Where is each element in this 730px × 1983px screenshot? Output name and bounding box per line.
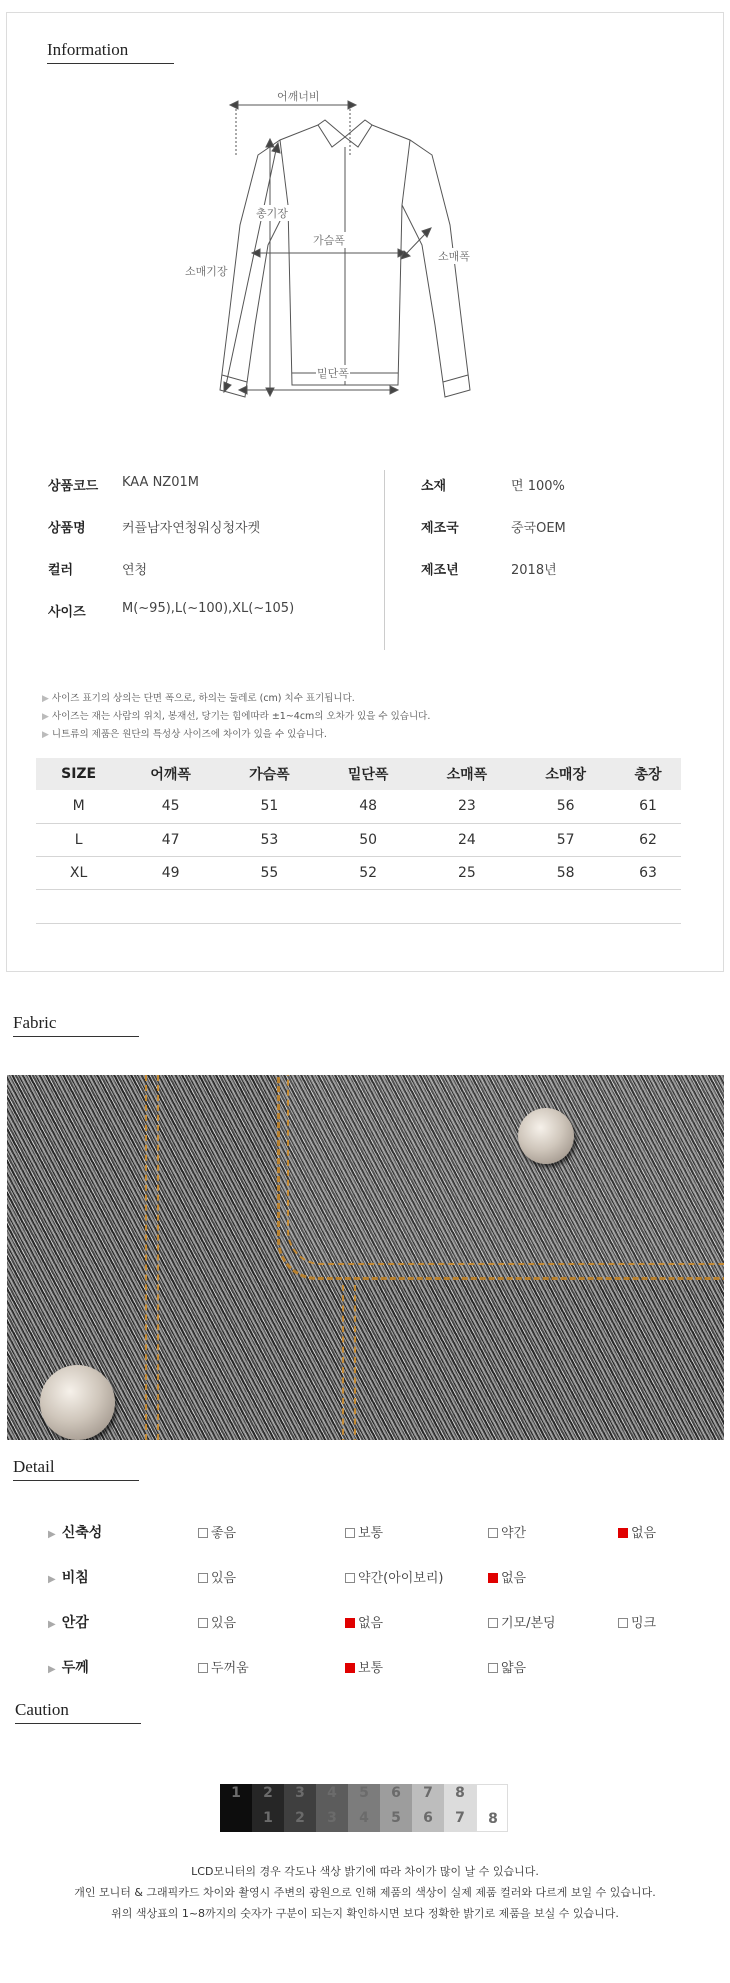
detail-option-text: 없음 xyxy=(358,1616,384,1631)
seam-stitch xyxy=(354,1285,356,1440)
detail-option-text: 약간 xyxy=(501,1526,527,1541)
triangle-bullet-icon: ▶ xyxy=(42,730,49,740)
checkbox-checked-icon[interactable] xyxy=(345,1663,355,1673)
detail-option-text: 좋음 xyxy=(211,1526,237,1541)
size-table-cell: 57 xyxy=(516,823,615,856)
detail-option[interactable] xyxy=(618,1612,656,1631)
caution-title-rule xyxy=(15,1723,141,1724)
size-table-cell: L xyxy=(36,823,121,856)
checkbox-icon[interactable] xyxy=(198,1618,208,1628)
size-table-cell: 49 xyxy=(121,856,220,889)
checkbox-icon[interactable] xyxy=(488,1528,498,1538)
spec-key: 컬러 xyxy=(48,563,74,578)
seam-stitch xyxy=(145,1075,147,1440)
size-table-empty-cell xyxy=(36,889,681,923)
color-swatch xyxy=(252,1784,284,1832)
swatch-number: 3 xyxy=(327,1810,337,1826)
size-note xyxy=(42,726,430,744)
swatch-number: 1 xyxy=(231,1785,241,1801)
swatch-number: 5 xyxy=(391,1810,401,1826)
swatch-number: 2 xyxy=(295,1810,305,1826)
color-swatch xyxy=(348,1784,380,1832)
swatch-number: 6 xyxy=(423,1810,433,1826)
detail-row-stretch xyxy=(48,1522,688,1542)
swatch-number: 7 xyxy=(455,1810,465,1826)
size-table-header-cell: 어깨폭 xyxy=(121,758,220,790)
detail-label xyxy=(48,1522,102,1542)
spec-value: 면 100% xyxy=(511,479,565,494)
swatch-number: 7 xyxy=(423,1785,433,1801)
triangle-bullet-icon: ▶ xyxy=(48,1529,56,1540)
swatch-number: 5 xyxy=(359,1785,369,1801)
size-table xyxy=(36,758,681,924)
spec-value: KAA NZ01M xyxy=(122,475,199,490)
size-table-cell: 62 xyxy=(615,823,681,856)
checkbox-checked-icon[interactable] xyxy=(488,1573,498,1583)
detail-label-text: 비침 xyxy=(61,1570,89,1586)
detail-option-text: 보통 xyxy=(358,1526,384,1541)
detail-label-text: 안감 xyxy=(61,1615,89,1631)
detail-option-text: 얇음 xyxy=(501,1661,527,1676)
spec-list-left xyxy=(48,475,368,645)
swatch-number: 2 xyxy=(263,1785,273,1801)
diagram-label-hem: 밑단폭 xyxy=(317,367,349,380)
spec-key: 상품명 xyxy=(48,521,86,536)
triangle-bullet-icon: ▶ xyxy=(42,712,49,722)
checkbox-checked-icon[interactable] xyxy=(345,1618,355,1628)
triangle-bullet-icon: ▶ xyxy=(48,1574,56,1585)
size-table-cell: 47 xyxy=(121,823,220,856)
metal-button-icon xyxy=(40,1365,115,1440)
detail-label xyxy=(48,1657,89,1677)
size-table-cell: 55 xyxy=(220,856,319,889)
detail-label-text: 두께 xyxy=(61,1660,89,1676)
diagram-label-shoulder: 어깨너비 xyxy=(277,90,320,103)
spec-divider xyxy=(384,470,385,650)
detail-option-text: 밍크 xyxy=(631,1616,657,1631)
spec-key: 상품코드 xyxy=(48,479,99,494)
size-table-cell: XL xyxy=(36,856,121,889)
spec-key: 소재 xyxy=(421,479,447,494)
detail-row-thickness xyxy=(48,1657,688,1677)
color-swatch xyxy=(284,1784,316,1832)
checkbox-icon[interactable] xyxy=(345,1573,355,1583)
swatch-number: 1 xyxy=(263,1810,273,1826)
checkbox-icon[interactable] xyxy=(198,1663,208,1673)
size-table-cell: 61 xyxy=(615,790,681,823)
metal-button-icon xyxy=(518,1108,574,1164)
spec-value: 중국OEM xyxy=(511,521,566,536)
detail-option[interactable] xyxy=(198,1612,236,1631)
size-table-cell: 52 xyxy=(319,856,418,889)
spec-key: 사이즈 xyxy=(48,605,86,620)
detail-option[interactable] xyxy=(345,1612,383,1631)
diagram-label-sleeve-width: 소매폭 xyxy=(438,250,470,263)
size-table-cell: 48 xyxy=(319,790,418,823)
detail-option-text: 없음 xyxy=(501,1571,527,1586)
size-notes xyxy=(42,690,430,744)
swatch-number: 8 xyxy=(455,1785,465,1801)
size-table-cell: 58 xyxy=(516,856,615,889)
caution-title: Caution xyxy=(15,1700,69,1719)
size-table-header-cell: 가슴폭 xyxy=(220,758,319,790)
seam-stitch xyxy=(157,1075,159,1440)
size-table-header-cell: 소매장 xyxy=(516,758,615,790)
checkbox-icon[interactable] xyxy=(488,1618,498,1628)
fabric-closeup-image xyxy=(7,1075,724,1440)
seam-stitch xyxy=(342,1285,344,1440)
detail-option[interactable] xyxy=(198,1522,236,1541)
detail-option[interactable] xyxy=(488,1657,526,1676)
detail-option[interactable] xyxy=(345,1657,383,1676)
spec-key: 제조년 xyxy=(421,563,459,578)
detail-option[interactable] xyxy=(488,1567,526,1586)
color-swatch xyxy=(476,1784,508,1832)
detail-option-text: 약간(아이보리) xyxy=(358,1571,444,1586)
detail-option-text: 두꺼움 xyxy=(211,1661,249,1676)
spec-value: 커플남자연청워싱청자켓 xyxy=(122,521,261,536)
checkbox-icon[interactable] xyxy=(345,1528,355,1538)
color-swatch xyxy=(380,1784,412,1832)
size-table-cell: 56 xyxy=(516,790,615,823)
color-swatch xyxy=(412,1784,444,1832)
size-table-header-cell: 밑단폭 xyxy=(319,758,418,790)
caution-line: 개인 모니터 & 그래픽카드 차이와 촬영시 주변의 광원으로 인해 제품의 색상이 실제 제품 컬러와 다르게 보일 수 있습니다. xyxy=(74,1886,656,1899)
detail-option-text: 없음 xyxy=(631,1526,657,1541)
triangle-bullet-icon: ▶ xyxy=(42,694,49,704)
detail-label-text: 신축성 xyxy=(61,1525,103,1541)
detail-row-lining xyxy=(48,1612,688,1632)
detail-option[interactable] xyxy=(345,1522,383,1541)
detail-row-sheerness xyxy=(48,1567,688,1587)
detail-option-text: 보통 xyxy=(358,1661,384,1676)
detail-option[interactable] xyxy=(488,1612,556,1631)
size-table-header xyxy=(36,758,681,790)
diagram-label-sleeve-length: 소매기장 xyxy=(185,265,228,278)
caution-line: LCD모니터의 경우 각도나 색상 밝기에 따라 차이가 많이 날 수 있습니다. xyxy=(191,1865,539,1878)
size-table-empty-row xyxy=(36,889,681,923)
size-table-header-cell: 소매폭 xyxy=(418,758,517,790)
checkbox-checked-icon[interactable] xyxy=(618,1528,628,1538)
spec-value: M(~95),L(~100),XL(~105) xyxy=(122,601,295,616)
size-table-header-cell: 총장 xyxy=(615,758,681,790)
checkbox-icon[interactable] xyxy=(198,1528,208,1538)
detail-label xyxy=(48,1612,89,1632)
detail-option[interactable] xyxy=(198,1567,236,1586)
size-table-cell: 63 xyxy=(615,856,681,889)
color-swatch xyxy=(220,1784,252,1832)
color-swatch xyxy=(444,1784,476,1832)
detail-option[interactable] xyxy=(345,1567,444,1586)
detail-option[interactable] xyxy=(488,1522,526,1541)
checkbox-icon[interactable] xyxy=(488,1663,498,1673)
size-note xyxy=(42,690,430,708)
information-title-rule xyxy=(47,63,174,64)
spec-key: 제조국 xyxy=(421,521,459,536)
detail-title: Detail xyxy=(13,1457,55,1476)
swatch-number: 3 xyxy=(295,1785,305,1801)
pocket-flap-stitching-inner xyxy=(287,1075,724,1265)
swatch-number: 4 xyxy=(359,1810,369,1826)
size-table-cell: 50 xyxy=(319,823,418,856)
brightness-color-chart xyxy=(220,1784,510,1832)
size-note-text: 사이즈는 재는 사람의 위치, 봉재선, 당기는 힘에따라 ±1~4cm의 오차가 있을 수 있습니다. xyxy=(51,711,431,722)
caution-line: 위의 색상표의 1~8까지의 숫자가 구분이 되는지 확인하시면 보다 정확한 밝기로 제품을 보실 수 있습니다. xyxy=(111,1907,619,1920)
diagram-label-chest: 가슴폭 xyxy=(313,234,345,247)
size-note-text: 니트류의 제품은 원단의 특성상 사이즈에 차이가 있을 수 있습니다. xyxy=(51,729,327,740)
detail-label xyxy=(48,1567,89,1587)
size-table-cell: 51 xyxy=(220,790,319,823)
size-table-row xyxy=(36,823,681,856)
size-note-text: 사이즈 표기의 상의는 단면 폭으로, 하의는 둘레로 (cm) 치수 표기됩니다. xyxy=(51,693,355,704)
swatch-number: 6 xyxy=(391,1785,401,1801)
triangle-bullet-icon: ▶ xyxy=(48,1664,56,1675)
detail-option-text: 있음 xyxy=(211,1571,237,1586)
checkbox-icon[interactable] xyxy=(618,1618,628,1628)
jacket-outline xyxy=(200,85,530,425)
checkbox-icon[interactable] xyxy=(198,1573,208,1583)
fabric-title: Fabric xyxy=(13,1013,57,1032)
triangle-bullet-icon: ▶ xyxy=(48,1619,56,1630)
size-table-cell: 45 xyxy=(121,790,220,823)
size-table-cell: 53 xyxy=(220,823,319,856)
swatch-number: 8 xyxy=(488,1811,498,1827)
detail-option[interactable] xyxy=(198,1657,249,1676)
size-table-cell: 24 xyxy=(418,823,517,856)
swatch-number: 4 xyxy=(327,1785,337,1801)
size-table-cell: 25 xyxy=(418,856,517,889)
size-table-cell: 23 xyxy=(418,790,517,823)
jacket-size-diagram xyxy=(185,85,530,425)
diagram-label-total-length: 총기장 xyxy=(256,207,288,220)
detail-option-text: 있음 xyxy=(211,1616,237,1631)
size-table-header-cell: SIZE xyxy=(36,758,121,790)
size-table-row xyxy=(36,856,681,889)
size-table-row xyxy=(36,790,681,823)
detail-option-text: 기모/본딩 xyxy=(501,1616,556,1631)
size-table-cell: M xyxy=(36,790,121,823)
detail-option[interactable] xyxy=(618,1522,656,1541)
size-note xyxy=(42,708,430,726)
spec-value: 연청 xyxy=(122,563,148,578)
detail-title-rule xyxy=(13,1480,139,1481)
color-swatch xyxy=(316,1784,348,1832)
fabric-title-rule xyxy=(13,1036,139,1037)
spec-list-right xyxy=(421,475,701,605)
spec-value: 2018년 xyxy=(511,563,557,578)
information-title: Information xyxy=(47,40,129,59)
